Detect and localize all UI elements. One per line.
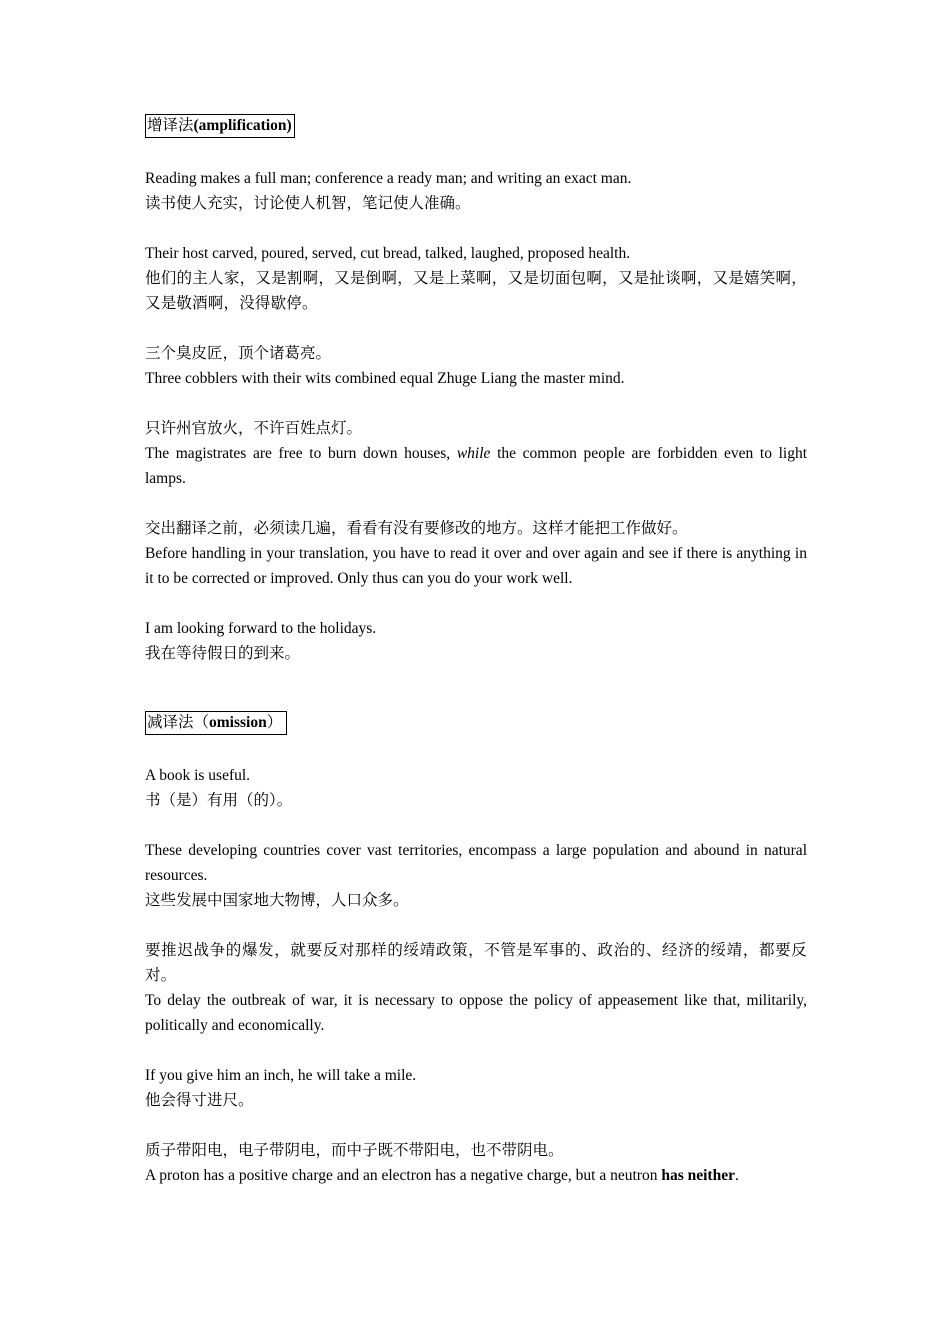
- omission-example-5-period: .: [734, 1167, 739, 1184]
- omission-example-2-line-1: These developing countries cover vast territories, encompass a large population and abound in natural resources.: [145, 842, 807, 884]
- example-2-line-2: 他们的主人家，又是割啊，又是倒啊，又是上菜啊，又是切面包啊，又是扯谈啊，又是嬉笑啊，又是敬酒啊，没得歇停。: [145, 270, 807, 312]
- example-4-text-c: the common people are forbidden even to light lamps.: [145, 445, 808, 487]
- example-6-line-1: I am looking forward to the holidays.: [145, 620, 377, 637]
- heading-cn-text: 增译法: [147, 117, 194, 134]
- omission-example-4-line-2: 他会得寸进尺。: [145, 1092, 254, 1109]
- omission-example-5-text-a: A proton has a positive charge and an electron has a negative charge, but a neutron: [145, 1167, 658, 1184]
- omission-example-5-line-1: 质子带阳电，电子带阴电，而中子既不带阳电，也不带阴电。: [145, 1142, 564, 1159]
- omission-example-1-line-2: 书（是）有用（的）。: [145, 792, 293, 809]
- example-4-line-1: 只许州官放火，不许百姓点灯。: [145, 420, 363, 437]
- heading-en-text: omission: [209, 714, 267, 731]
- example-4-text-a: The magistrates are free to burn down houses,: [145, 445, 451, 462]
- example-5-line-2: Before handling in your translation, you have to read it over and over again and see if there is anything in it to be corrected or improved. Only thus can you do your work well.: [145, 545, 807, 587]
- example-4-line-2: [145, 441, 807, 491]
- omission-example-3-line-1: 要推迟战争的爆发，就要反对那样的绥靖政策，不管是军事的、政治的、经济的绥靖，都要反对。: [145, 942, 807, 984]
- document-page: [145, 114, 807, 1188]
- section-heading-amplification: [145, 114, 295, 138]
- omission-example-4-line-1: If you give him an inch, he will take a mile.: [145, 1067, 417, 1084]
- heading-close-paren: ）: [266, 714, 283, 731]
- omission-example-5-line-2: [145, 1163, 807, 1188]
- heading-cn-text: 减译法（: [147, 714, 210, 731]
- example-5-line-1: 交出翻译之前，必须读几遍，看看有没有要修改的地方。这样才能把工作做好。: [145, 520, 688, 537]
- example-2-line-1: Their host carved, poured, served, cut bread, talked, laughed, proposed health.: [145, 245, 631, 262]
- heading-en-text: (amplification): [193, 117, 292, 134]
- example-4-italic: while: [456, 445, 491, 462]
- omission-example-2-line-2: 这些发展中国家地大物博，人口众多。: [145, 892, 409, 909]
- example-3-line-1: 三个臭皮匠，顶个诸葛亮。: [145, 345, 332, 362]
- omission-example-3-line-2: To delay the outbreak of war, it is necessary to oppose the policy of appeasement like that, militarily, politically and economically.: [145, 992, 807, 1034]
- section-heading-omission: [145, 711, 287, 735]
- example-6-line-2: 我在等待假日的到来。: [145, 645, 301, 662]
- example-1-line-2: 读书使人充实，讨论使人机智，笔记使人准确。: [145, 195, 471, 212]
- example-1-line-1: Reading makes a full man; conference a ready man; and writing an exact man.: [145, 170, 632, 187]
- omission-example-1-line-1: A book is useful.: [145, 767, 251, 784]
- omission-example-5-bold: has neither: [661, 1167, 735, 1184]
- example-3-line-2: Three cobblers with their wits combined equal Zhuge Liang the master mind.: [145, 370, 625, 387]
